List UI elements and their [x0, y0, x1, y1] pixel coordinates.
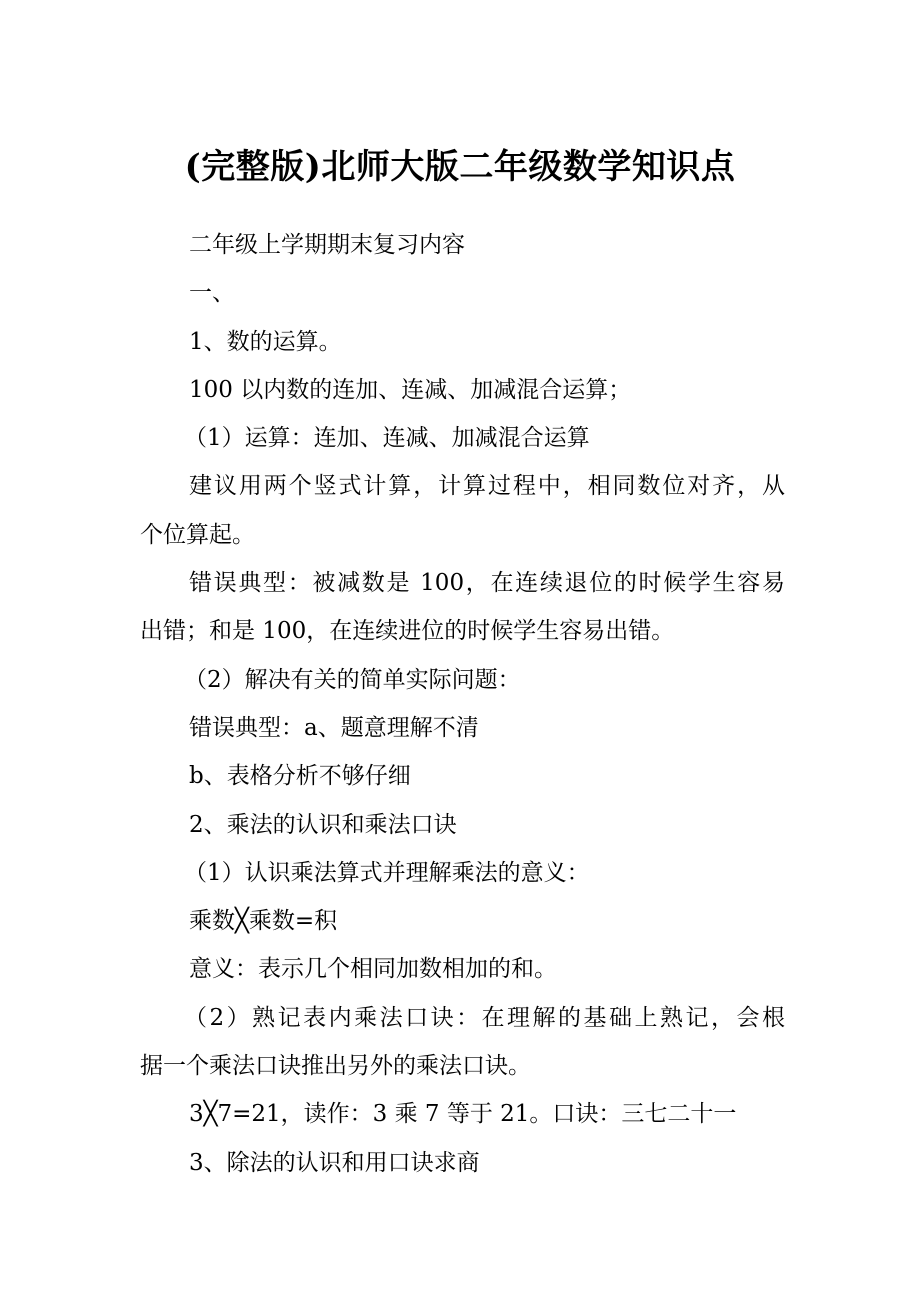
document-body — [140, 221, 785, 1187]
text-line: （1）运算：连加、连减、加减混合运算 — [184, 425, 590, 452]
text-line: （2）解决有关的简单实际问题： — [184, 666, 521, 693]
document-title: (完整版)北师大版二年级数学知识点 — [184, 147, 736, 187]
text-line: 3、除法的认识和用口诀求商 — [189, 1149, 480, 1176]
text-line: 乘数╳乘数=积 — [189, 908, 338, 935]
text-line: （1）认识乘法算式并理解乘法的意义： — [184, 859, 590, 886]
text-line: b、表格分析不够仔细 — [189, 763, 411, 790]
text-line: 错误典型：a、题意理解不清 — [189, 714, 479, 741]
text-line: 错误典型：被减数是 100，在连续退位的时候学生容易 — [189, 570, 785, 597]
text-line: 1、数的运算。 — [189, 328, 342, 355]
text-line: 100 以内数的连加、连减、加减混合运算； — [189, 376, 632, 403]
text-line: 二年级上学期期末复习内容 — [189, 232, 465, 258]
text-line: 意义：表示几个相同加数相加的和。 — [189, 956, 557, 983]
text-line: 个位算起。 — [140, 521, 255, 548]
text-line: 一、 — [189, 280, 235, 307]
text-line: （2）熟记表内乘法口诀：在理解的基础上熟记，会根 — [184, 1004, 785, 1031]
text-line: 3╳7=21，读作：3 乘 7 等于 21。口诀：三七二十一 — [189, 1101, 737, 1128]
text-line: 据一个乘法口诀推出另外的乘法口诀。 — [140, 1053, 531, 1080]
text-line: 建议用两个竖式计算，计算过程中，相同数位对齐，从 — [189, 473, 785, 500]
text-line: 出错；和是 100，在连续进位的时候学生容易出错。 — [140, 618, 675, 645]
text-line: 2、乘法的认识和乘法口诀 — [189, 811, 457, 838]
